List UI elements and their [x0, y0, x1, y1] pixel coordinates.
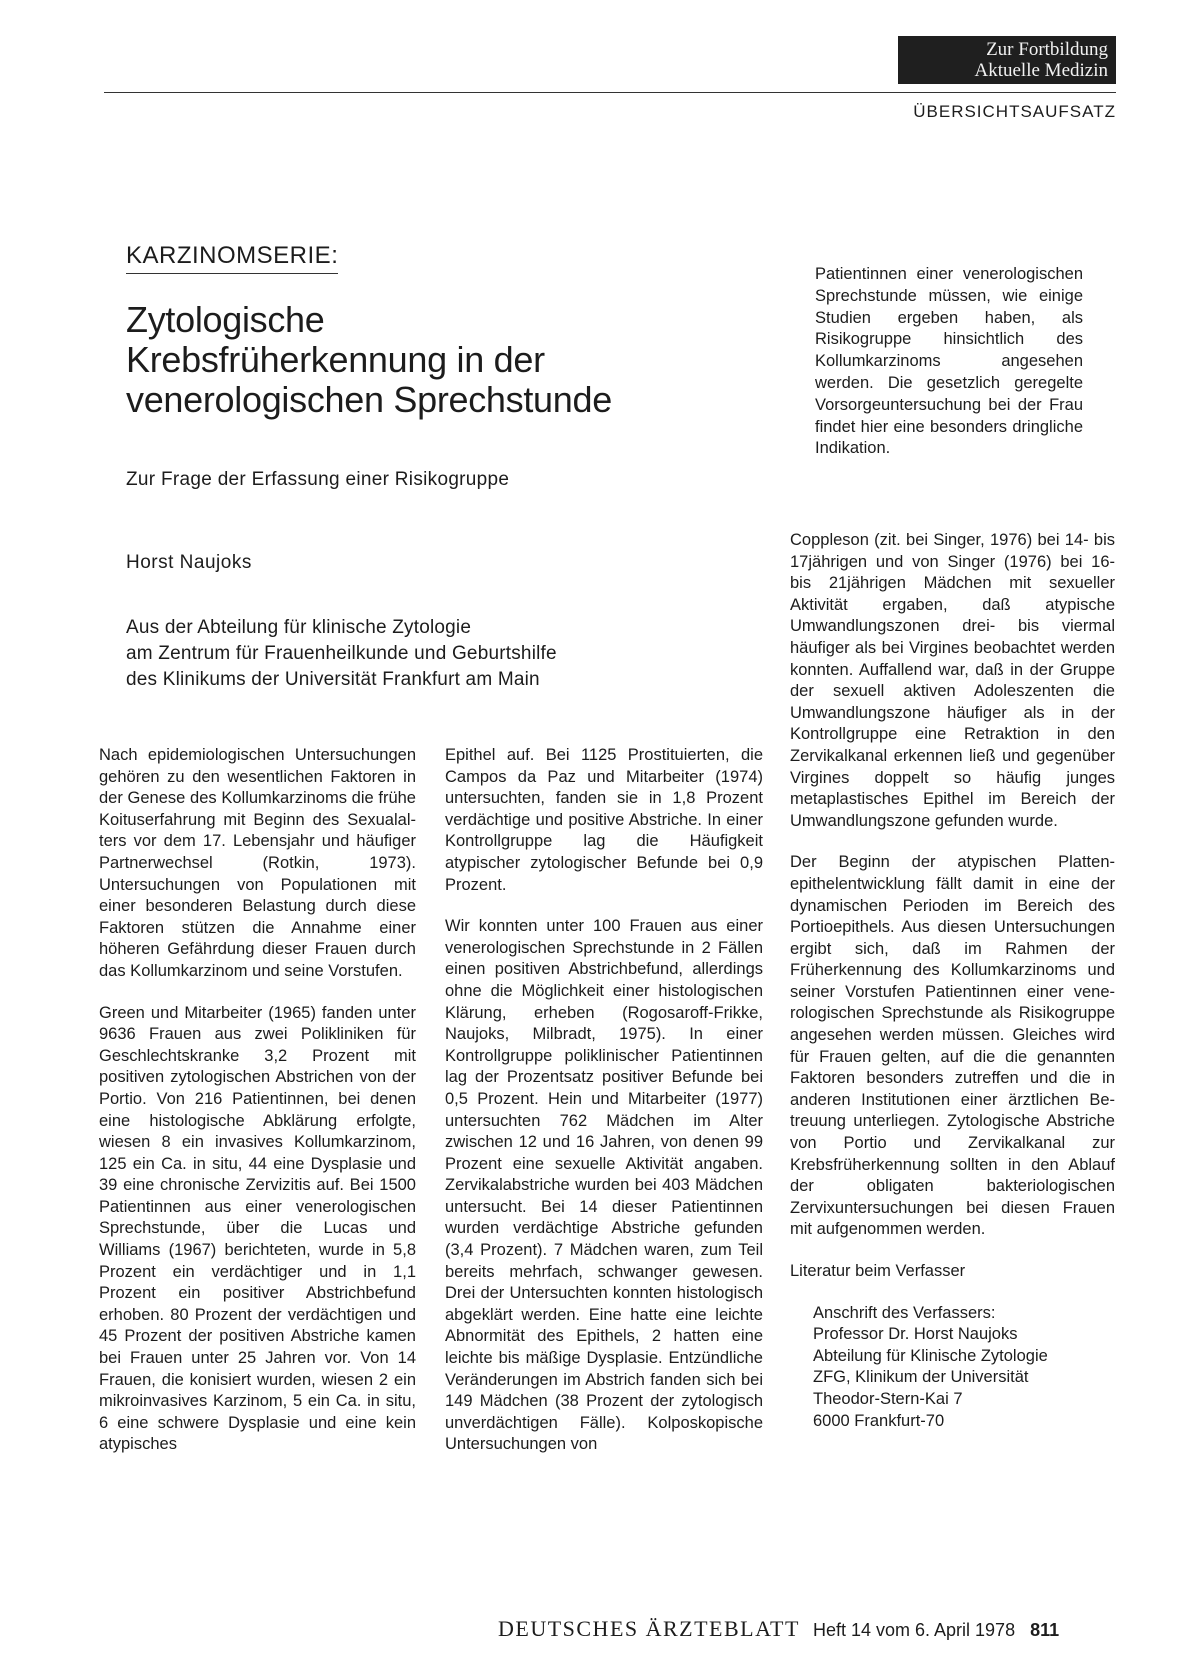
article-subtitle: Zur Frage der Erfassung einer Risikogruppe: [126, 469, 510, 490]
paragraph: Green und Mitarbeiter (1965) fanden unter 9636 Frauen aus zwei Polikliniken für Geschlechtskranke 3,2 Prozent mit positiven zytologischen Abstrichen von der Portio. Von 216 Patientinnen, bei denen eine histologische Abklärung erfolgte, wiesen 8 ein invasives Kollumkarzinom, 125 ein Ca. in situ, 44 eine Dysplasie und 39 eine chronische Zervizitis auf. Bei 1500 Patientinnen aus einer venerologischen Sprechstunde, über die Lucas und Williams (1967) berichteten, wurde in 5,8 Prozent ein verdächtiger und in 1,1 Prozent ein positiver Abstrichbefund erhoben. 80 Prozent der verdächtigen und 45 Prozent der positiven Abstriche kamen bei Frauen unter 25 Jahren vor. Von 14 Frauen, die konisiert wurden, wiesen 2 ein mikroinvasives Karzinom, 5 ein Ca. in situ, 6 eine schwere Dysplasie und eine kein atypisches: [99, 1003, 416, 1454]
paragraph: Nach epidemiologischen Untersuchungen gehören zu den wesentlichen Faktoren in der Genese des Kollumkarzinoms die frühe Koituserfahrung mit Beginn des Sexualalters vor dem 17. Lebensjahr und häufiger Partnerwechsel (Rotkin, 1973). Untersuchungen von Populationen mit einer besonderen Belastung durch diese Faktoren stützen die Annahme einer höheren Gefährdung dieser Frauen durch das Kollumkarzinom und seine Vorstufen.: [99, 746, 416, 980]
issue-info: Heft 14 vom 6. April 1978: [812, 1620, 1016, 1640]
title-line-1: Zytologische: [126, 299, 325, 340]
article-title: [126, 300, 746, 420]
paragraph: Wir konnten unter 100 Frauen aus einer venerologischen Sprechstunde in 2 Fällen einen positiven Abstrichbefund, allerdings ohne die Möglichkeit einer histologischen Klärung, erheben (Rogosaroff-Frikke, Naujoks, Milbradt, 1975). In einer Kontrollgruppe poliklinischer Patientinnen lag der Prozentsatz positiver Befunde bei 0,5 Prozent. Hein und Mitarbeiter (1977) untersuchten 762 Mädchen im Alter zwischen 12 und 16 Jahren, von denen 99 Prozent eine sexuelle Aktivität angaben. Zervikalabstriche wurden bei 403 Mädchen untersucht. Bei 14 dieser Patientinnen wurden verdächtige Abstriche gefunden (3,4 Prozent). 7 Mädchen waren, zum Teil bereits mehrfach, schwanger gewesen. Drei der Untersuchten konnten histologisch abgeklärt werden. Eine hatte eine leichte Abnormität des Epithels, 2 hatten eine leichte bis mäßige Dysplasie. Entzündliche Veränderungen im Abstrich fanden sich bei 149 Mädchen (38 Prozent der zytologisch unverdächtigen Fälle). Kolposkopische Untersuchungen von: [445, 917, 763, 1454]
address-line: Abteilung für Klinische Zytologie: [813, 1346, 1048, 1365]
author-address: [790, 1303, 1115, 1433]
header-rule: [104, 92, 1116, 93]
literature-note: Literatur beim Verfasser: [790, 1262, 966, 1280]
page-number: 811: [1030, 1620, 1060, 1640]
author-name: Horst Naujoks: [126, 552, 252, 573]
body-column-3: [790, 530, 1115, 1432]
address-line: Anschrift des Verfassers:: [813, 1303, 996, 1322]
paragraph: Epithel auf. Bei 1125 Prostituierten, die Campos da Paz und Mitarbeiter (1974) untersuchten, fanden sie in 1,8 Prozent verdächtige und positive Abstriche. In einer Kontrollgruppe lag die Häufigkeit atypischer zytologischer Befunde bei 0,9 Prozent.: [445, 746, 763, 894]
title-line-2: Krebsfrüherkennung in der: [126, 339, 545, 380]
rubric-line-1: Zur Fortbildung: [986, 39, 1108, 60]
affiliation-line-1: Aus der Abteilung für klinische Zytologie: [126, 617, 472, 638]
abstract: Patientinnen einer venerologischen Sprechstunde müssen, wie einige Studien ergeben haben, als Risikogruppe hinsichtlich des Kollumkarzinoms angesehen werden. Die gesetzlich geregelte Vorsorgeuntersuchung bei der Frau findet hier eine besonders dringliche Indikation.: [815, 265, 1083, 458]
page-footer: [498, 1616, 1059, 1642]
rubric-line-2: Aktuelle Medizin: [974, 60, 1108, 81]
affiliation: [126, 615, 557, 693]
address-line: Theodor-Stern-Kai 7: [813, 1389, 963, 1408]
journal-name: DEUTSCHES ÄRZTEBLATT: [498, 1616, 800, 1641]
affiliation-line-3: des Klinikums der Universität Frankfurt am Main: [126, 669, 540, 690]
paragraph: Coppleson (zit. bei Singer, 1976) bei 14- bis 17jährigen und von Singer (1976) bei 16- bis 21jährigen Mädchen mit sexueller Aktivität ergaben, daß atypische Umwandlungszonen drei- bis viermal häufiger als bei Virgines beobachtet werden konnten. Auffallend war, daß in der Gruppe der sexuell aktiven Adoleszenten die Umwandlungszone häufiger als in der Kontrollgruppe eine Retraktion in den Zervikalkanal erkennen ließ und gegenüber Virgines doppelt so häufig junges metaplastisches Epithel im Bereich der Umwandlungszone gefunden wurde.: [790, 531, 1115, 830]
title-line-3: venerologischen Sprechstunde: [126, 379, 612, 420]
rubric-badge: [898, 36, 1116, 84]
body-column-1: [99, 745, 416, 1456]
address-line: 6000 Frankfurt-70: [813, 1411, 945, 1430]
series-label: KARZINOMSERIE:: [126, 242, 338, 274]
body-column-2: [445, 745, 763, 1456]
affiliation-line-2: am Zentrum für Frauenheilkunde und Geburtshilfe: [126, 643, 557, 664]
address-line: ZFG, Klinikum der Universität: [813, 1368, 1029, 1387]
section-label: ÜBERSICHTSAUFSATZ: [913, 102, 1116, 121]
paragraph: Der Beginn der atypischen Plattenepithelentwicklung fällt damit in eine der dynamischen Perioden im Bereich des Portioepithels. Aus diesen Untersuchungen ergibt sich, daß im Rahmen der Früherkennung des Kollumkarzinoms und seiner Vorstufen Patientinnen einer venerologischen Sprechstunde als Risikogruppe angesehen werden müssen. Gleiches wird für Frauen gelten, auf die die genannten Faktoren besonders zutreffen und die in anderen Institutionen einer ärztlichen Betreuung unterliegen. Zytologische Abstriche von Portio und Zervikalkanal zur Krebsfrüherkennung sollten in den Ablauf der obligaten bakteriologischen Zervixuntersuchungen bei diesen Frauen mit aufgenommen werden.: [790, 853, 1115, 1239]
address-line: Professor Dr. Horst Naujoks: [813, 1325, 1018, 1344]
